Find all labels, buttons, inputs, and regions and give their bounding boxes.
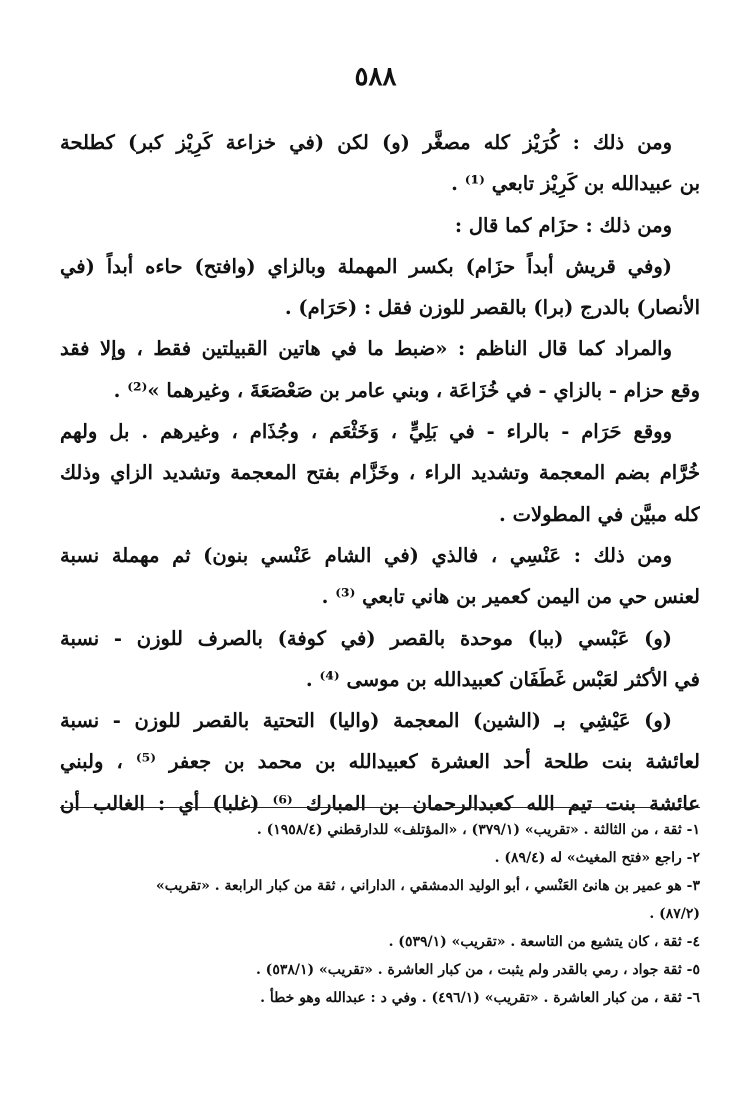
- footnote-item: ٦- ثقة ، من كبار العاشرة . «تقريب» (٤٩٦/١) . وفي د : عبدالله وهو خطأ .: [260, 990, 700, 1006]
- text-line: الأنصار) بالدرج (برا) بالقصر للوزن فقل : (حَرَام) .: [284, 296, 700, 320]
- text-line: (و) عَبْسي (ببا) موحدة بالقصر (في كوفة) بالصرف للوزن - نسبة: [60, 626, 672, 650]
- footnote-item: ١- ثقة ، من الثالثة . «تقريب» (٣٧٩/١) ، «المؤتلف» للدارقطني (١٩٥٨/٤) .: [256, 822, 700, 838]
- footnote-item: (٨٧/٢) .: [649, 906, 700, 922]
- footnote-separator: [60, 807, 700, 808]
- text-line: لعنس حي من اليمن كعمير بن هاني تابعي ⁽³⁾ .: [321, 585, 700, 609]
- text-line: بن عبيدالله بن كَرِيْز تابعي ⁽¹⁾ .: [451, 172, 700, 196]
- footnote-item: ٥- ثقة جواد ، رمي بالقدر ولم يثبت ، من كبار العاشرة . «تقريب» (٥٣٨/١) .: [255, 962, 700, 978]
- text-line: كله مبيَّن في المطولات .: [499, 502, 700, 526]
- text-line: ومن ذلك : عَنْسِي ، فالذي (في الشام عَنْسي بنون) ثم مهملة نسبة: [60, 543, 672, 567]
- text-line: ووقع حَرَام - بالراء - في بَلِيٍّ ، وَخَثْعَم ، وجُذَام ، وغيرهم . بل ولهم: [60, 420, 672, 444]
- footnote-item: ٢- راجع «فتح المغيث» له (٨٩/٤) .: [494, 850, 700, 866]
- text-line: والمراد كما قال الناظم : «ضبط ما في هاتين القبيلتين فقط ، وإلا فقد: [60, 337, 672, 361]
- text-line: (و) عَيْشِي بـ (الشين) المعجمة (واليا) التحتية بالقصر للوزن - نسبة: [60, 709, 672, 733]
- text-line: ومن ذلك : كُرَيْز كله مصغَّر (و) لكن (في خزاعة كَرِيْز كبر) كطلحة: [60, 131, 672, 154]
- text-line: في الأكثر لعَبْس غَطَفَان كعبيدالله بن موسى ⁽⁴⁾ .: [305, 667, 700, 691]
- text-line: ومن ذلك : حزَام كما قال :: [454, 213, 672, 237]
- text-line: وقع حزام - بالزاي - في خُزَاعَة ، وبني عامر بن صَعْصَعَةَ ، وغيرهما »⁽²⁾ .: [113, 378, 700, 402]
- text-line: خُرَّام بضم المعجمة وتشديد الراء ، وخَزَّام بفتح المعجمة وتشديد الزاي وذلك: [60, 461, 700, 485]
- footnotes: [60, 816, 700, 1012]
- text-line: (وفي قريش أبداً حزَام) بكسر المهملة وبالزاي (وافتح) حاءه أبداً (في: [60, 254, 672, 278]
- footnote-item: ٣- هو عمير بن هانئ العَنْسي ، أبو الوليد الدمشقي ، الداراني ، ثقة من كبار الرابعة . «تقريب»: [155, 878, 700, 894]
- text-line: لعائشة بنت طلحة أحد العشرة كعبيدالله بن محمد بن جعفر ⁽⁵⁾ ، ولبني: [60, 750, 700, 774]
- page-number: ٥٨٨: [354, 62, 397, 92]
- text-line: عائشة بنت تيم الله كعبدالرحمان بن المبارك ⁽⁶⁾ (غلبا) أي : الغالب أن: [60, 791, 700, 815]
- footnote-item: ٤- ثقة ، كان يتشيع من التاسعة . «تقريب» (٥٣٩/١) .: [388, 934, 700, 950]
- main-text: [60, 122, 700, 824]
